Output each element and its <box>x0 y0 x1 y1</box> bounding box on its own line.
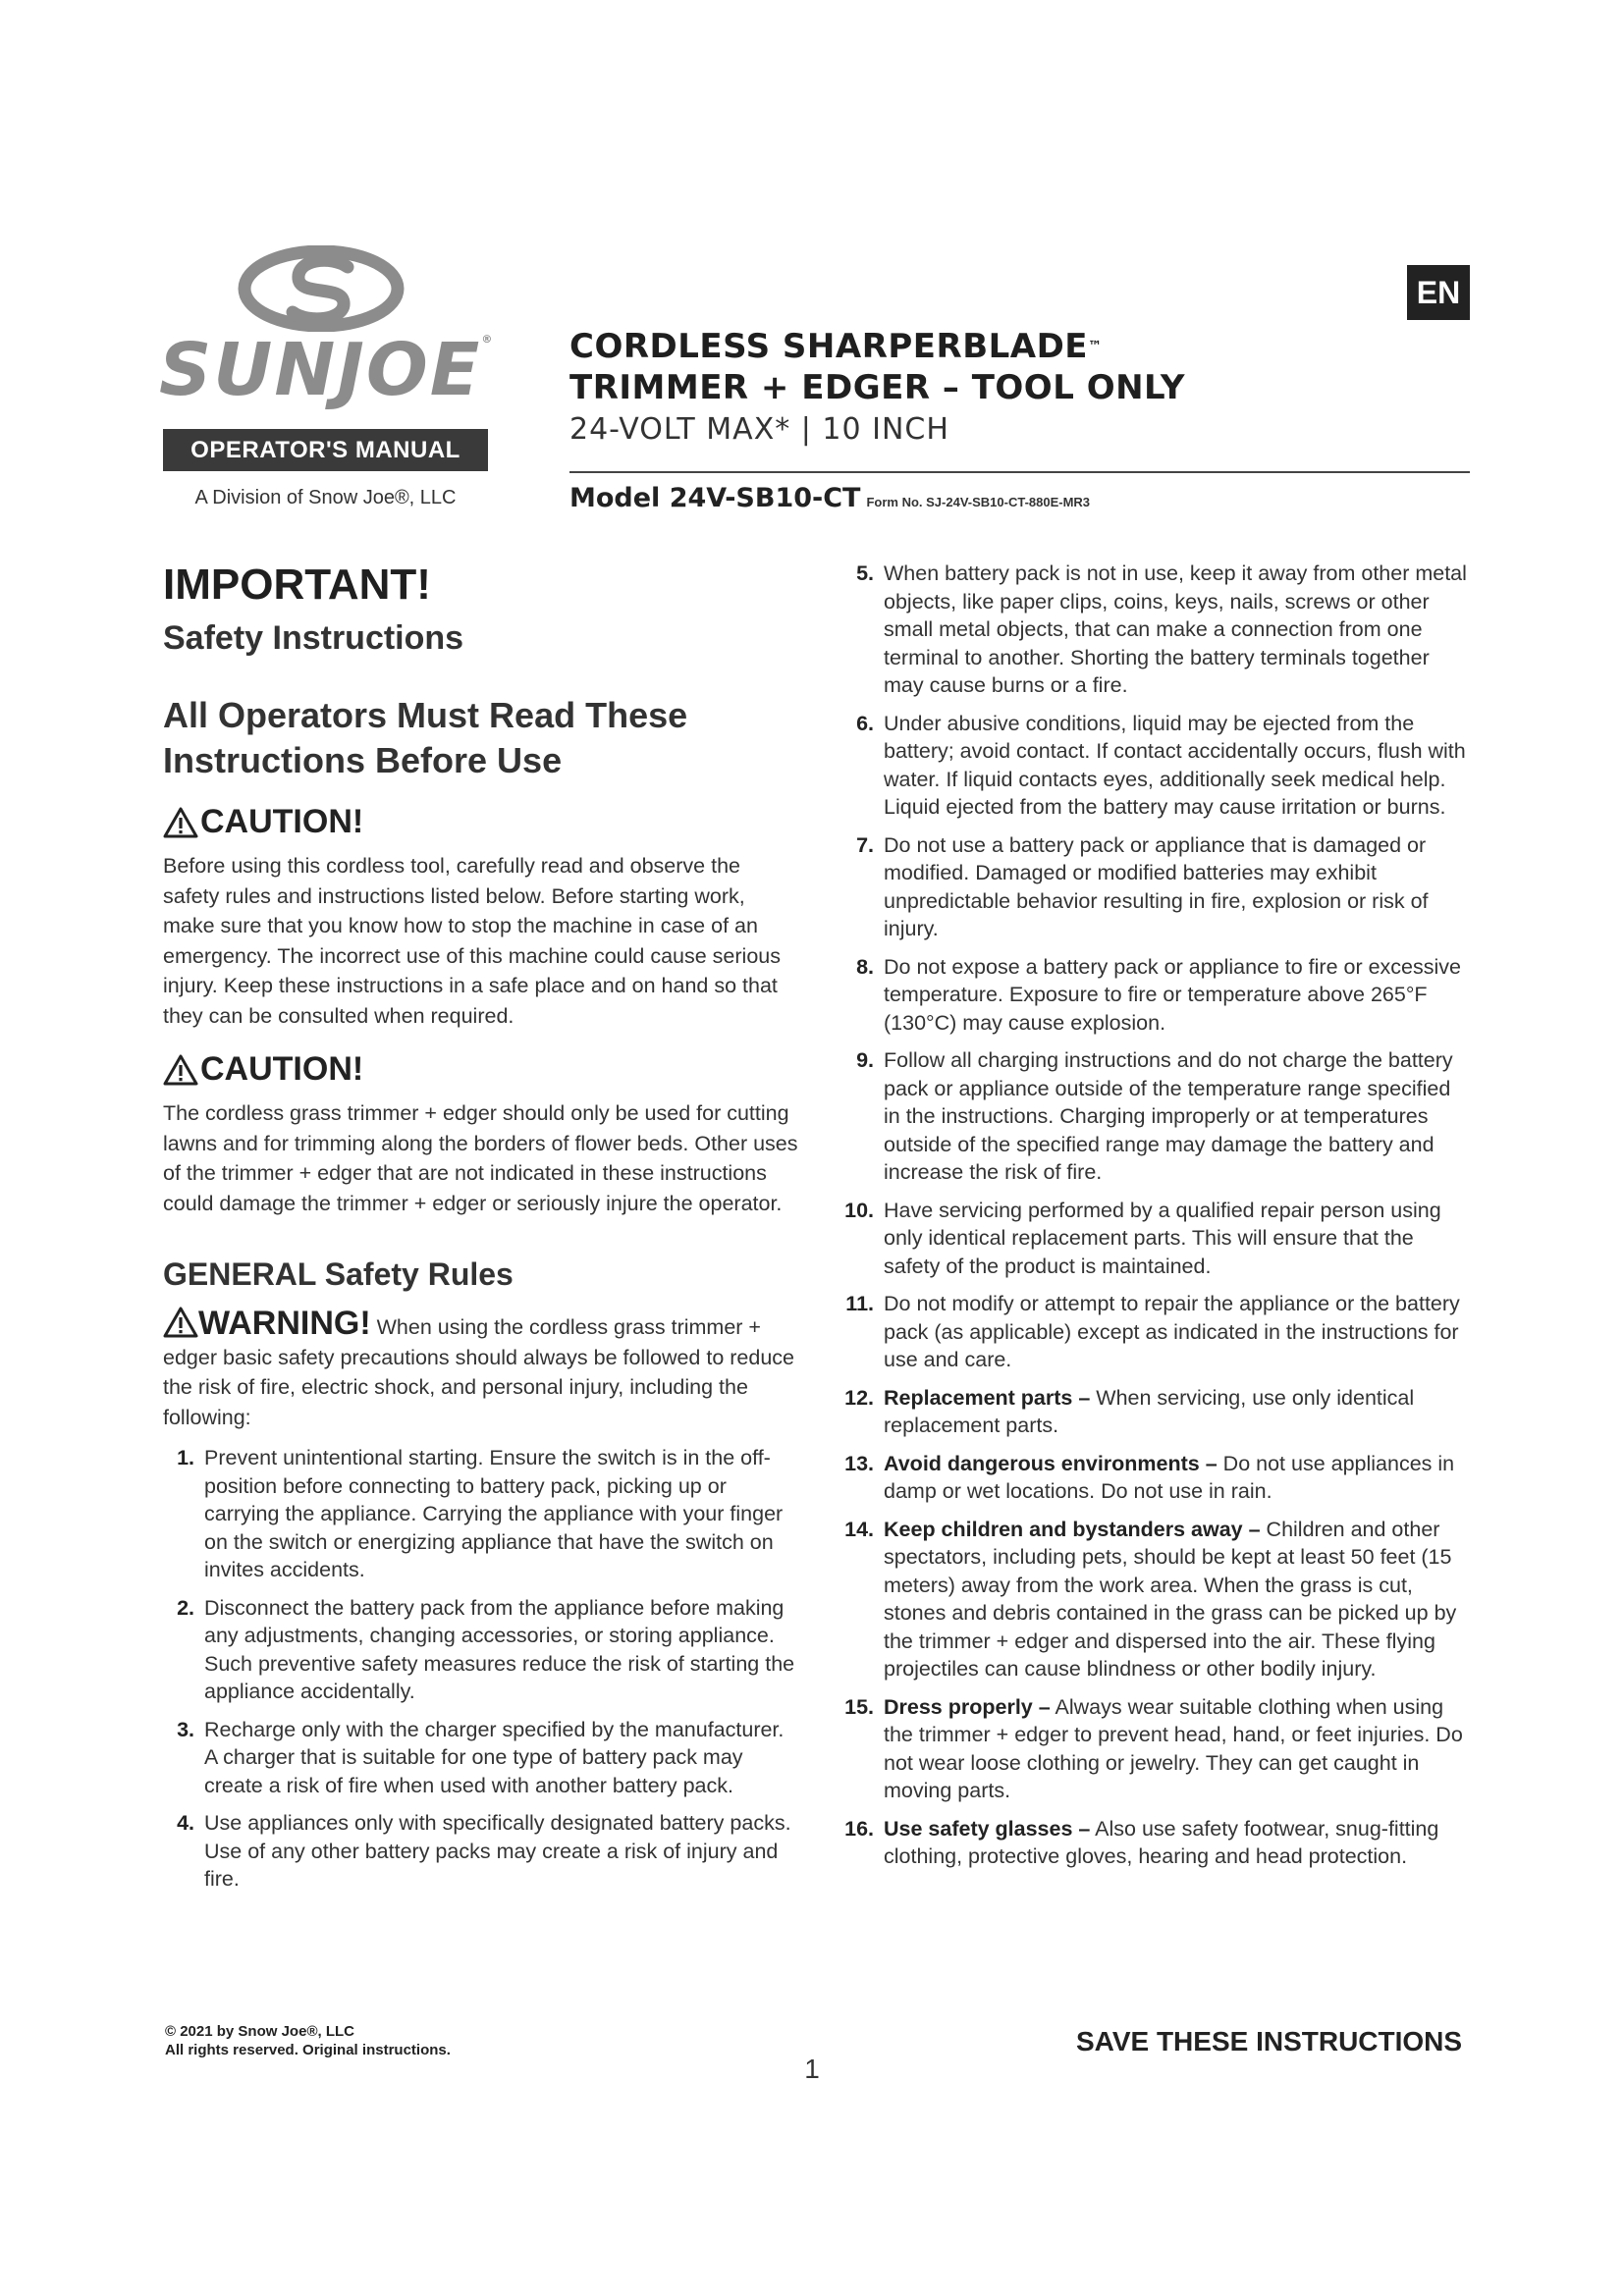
rule-title: Avoid dangerous environments – <box>884 1451 1218 1475</box>
product-subtitle: 24-VOLT MAX* | 10 INCH <box>569 412 949 447</box>
product-title <box>569 326 1185 452</box>
caution-heading-1 <box>163 803 801 841</box>
list-item <box>831 1450 1469 1506</box>
rule-text: Also use safety footwear, snug-fitting clothing, protective gloves, hearing and head protection. <box>884 1816 1439 1868</box>
rule-number: 7. <box>856 832 874 857</box>
rule-text: Prevent unintentional starting. Ensure the switch is in the off-position before connecting to battery pack, picking up or carrying the appliance. Carrying the appliance with your finger on the switch or energizing appliance that have the switch on invites accidents. <box>204 1446 784 1581</box>
list-item <box>831 1197 1469 1281</box>
sunjoe-logo-mark-icon <box>238 245 405 332</box>
list-item <box>831 1815 1469 1871</box>
list-item <box>163 1809 801 1894</box>
rule-title: Dress properly – <box>884 1694 1051 1719</box>
warning-text: When using the cordless grass trimmer + edger basic safety precautions should always be followed to reduce the risk of fire, electric shock, and personal injury, including the following: <box>163 1315 794 1429</box>
rule-text: When battery pack is not in use, keep it away from other metal objects, like paper clips, coins, keys, nails, screws or other small metal objects, that can make a connection from one terminal to another. Shorting the battery terminals together may cause burns or a fire. <box>884 561 1467 697</box>
rule-number: 12. <box>844 1385 874 1410</box>
rule-number: 10. <box>844 1198 874 1222</box>
rule-text: Do not use appliances in damp or wet locations. Do not use in rain. <box>884 1451 1455 1503</box>
model-line <box>569 483 1090 513</box>
list-item <box>831 710 1469 822</box>
list-item <box>831 1693 1469 1805</box>
caution-heading-2 <box>163 1050 801 1089</box>
warning-triangle-icon <box>163 1307 198 1338</box>
rule-text: Children and other spectators, including pets, should be kept at least 50 feet (15 meters) away from the work area. When the grass is cut, stones and debris contained in the grass can be picked up by the trimmer + edger and dispersed into the air. These flying projectiles can cause blindness or other bodily injury. <box>884 1517 1457 1681</box>
list-item <box>831 1290 1469 1374</box>
rule-title: Keep children and bystanders away – <box>884 1517 1261 1541</box>
trademark-symbol: ™ <box>1088 339 1103 354</box>
list-item <box>831 831 1469 943</box>
list-item <box>163 1716 801 1800</box>
rule-number: 16. <box>844 1816 874 1841</box>
division-text: A Division of Snow Joe®, LLC <box>194 487 457 508</box>
header-divider <box>569 471 1470 473</box>
rules-list-right <box>831 560 1469 1871</box>
rule-text: Follow all charging instructions and do not charge the battery pack or appliance outside of the temperature range specified in the instructions. Charging improperly or at temperatures outside of the specified range may damage the battery and increase the risk of fire. <box>884 1048 1453 1184</box>
rule-number: 4. <box>177 1811 194 1835</box>
list-item <box>831 1384 1469 1440</box>
warning-label: WARNING! <box>198 1305 371 1342</box>
rule-text: Do not expose a battery pack or appliance to fire or excessive temperature. Exposure to fire or temperature above 265°F (130°C) may cause explosion. <box>884 954 1461 1035</box>
rules-list-left <box>163 1444 801 1894</box>
rule-text: Under abusive conditions, liquid may be ejected from the battery; avoid contact. If contact accidentally occurs, flush with water. If liquid contacts eyes, additionally seek medical help. Liquid ejected from the battery may cause irritation or burns. <box>884 711 1466 819</box>
rule-text: Do not modify or attempt to repair the appliance or the battery pack (as applicable) except as indicated in the instructions for use and care. <box>884 1292 1460 1371</box>
list-item <box>831 1046 1469 1187</box>
rule-number: 9. <box>856 1048 874 1072</box>
list-item <box>831 1516 1469 1683</box>
copyright-line-1: © 2021 by Snow Joe®, LLC <box>165 2023 354 2040</box>
page-number: 1 <box>804 2054 820 2084</box>
rule-number: 3. <box>177 1717 194 1741</box>
rule-text: When servicing, use only identical replacement parts. <box>884 1385 1415 1437</box>
model-number: Model 24V-SB10-CT <box>569 483 861 513</box>
rule-text: Always wear suitable clothing when using the trimmer + edger to prevent head, hand, or feet injuries. Do not wear loose clothing or jewelry. They can get caught in moving parts. <box>884 1694 1463 1802</box>
rule-number: 5. <box>856 561 874 585</box>
list-item <box>831 953 1469 1038</box>
brand-logo <box>159 245 498 412</box>
rule-title: Replacement parts – <box>884 1385 1091 1410</box>
list-item <box>831 560 1469 700</box>
general-safety-heading: GENERAL Safety Rules <box>163 1256 514 1292</box>
rule-number: 14. <box>844 1517 874 1541</box>
rule-number: 11. <box>845 1292 874 1315</box>
rule-text: Disconnect the battery pack from the appliance before making any adjustments, changing accessories, or storing appliance. Such preventive safety measures reduce the risk of starting the appliance accidentally. <box>204 1595 795 1703</box>
copyright-line-2: All rights reserved. Original instructions. <box>165 2042 451 2058</box>
operators-manual-banner: OPERATOR'S MANUAL <box>163 429 488 471</box>
language-badge: EN <box>1407 265 1470 320</box>
rule-text: Have servicing performed by a qualified repair person using only identical replacement parts. This will ensure that the safety of the product is maintained. <box>884 1198 1441 1278</box>
caution-label: CAUTION! <box>200 803 364 840</box>
rule-number: 2. <box>177 1595 194 1620</box>
important-heading: IMPORTANT! <box>163 561 431 609</box>
caution-text-2: The cordless grass trimmer + edger should only be used for cutting lawns and for trimming along the borders of flower beds. Other uses of the trimmer + edger that are not indicated in these instructions could damage the trimmer + edger or seriously injure the operator. <box>163 1101 798 1215</box>
rule-text: Recharge only with the charger specified by the manufacturer. A charger that is suitable for one type of battery pack may create a risk of fire when used with another battery pack. <box>204 1717 785 1797</box>
rule-number: 1. <box>177 1446 194 1469</box>
brand-wordmark: SUNJOE® <box>159 328 495 412</box>
rule-number: 8. <box>856 954 874 979</box>
warning-paragraph <box>163 1307 801 1432</box>
caution-text-1: Before using this cordless tool, carefully read and observe the safety rules and instructions listed below. Before starting work, make sure that you know how to stop the machine in case of an emergency. The incorrect use of this machine could cause serious injury. Keep these instructions in a safe place and on hand so that they can be consulted when required. <box>163 854 781 1028</box>
rule-number: 6. <box>856 711 874 735</box>
rule-number: 13. <box>844 1451 874 1475</box>
title-line-2: TRIMMER + EDGER – TOOL ONLY <box>569 368 1186 407</box>
rule-number: 15. <box>844 1694 874 1719</box>
form-number: Form No. SJ-24V-SB10-CT-880E-MR3 <box>866 495 1091 509</box>
rule-title: Use safety glasses – <box>884 1816 1091 1841</box>
caution-label: CAUTION! <box>200 1050 364 1088</box>
rule-text: Do not use a battery pack or appliance that is damaged or modified. Damaged or modified batteries may exhibit unpredictable behavior resulting in fire, explosion or risk of injury. <box>884 832 1429 940</box>
warning-triangle-icon <box>163 1054 198 1086</box>
list-item <box>163 1594 801 1706</box>
warning-triangle-icon <box>163 807 198 838</box>
title-line-1: CORDLESS SHARPERBLADE <box>569 327 1089 366</box>
save-instructions: SAVE THESE INSTRUCTIONS <box>1076 2026 1463 2056</box>
all-operators-heading: All Operators Must Read These Instructions Before Use <box>163 695 688 780</box>
safety-instructions-heading: Safety Instructions <box>163 619 464 657</box>
right-column <box>831 560 1469 1881</box>
list-item <box>163 1444 801 1584</box>
rule-text: Use appliances only with specifically designated battery packs. Use of any other battery packs may create a risk of injury and fire. <box>204 1811 791 1891</box>
left-column <box>163 560 801 1903</box>
